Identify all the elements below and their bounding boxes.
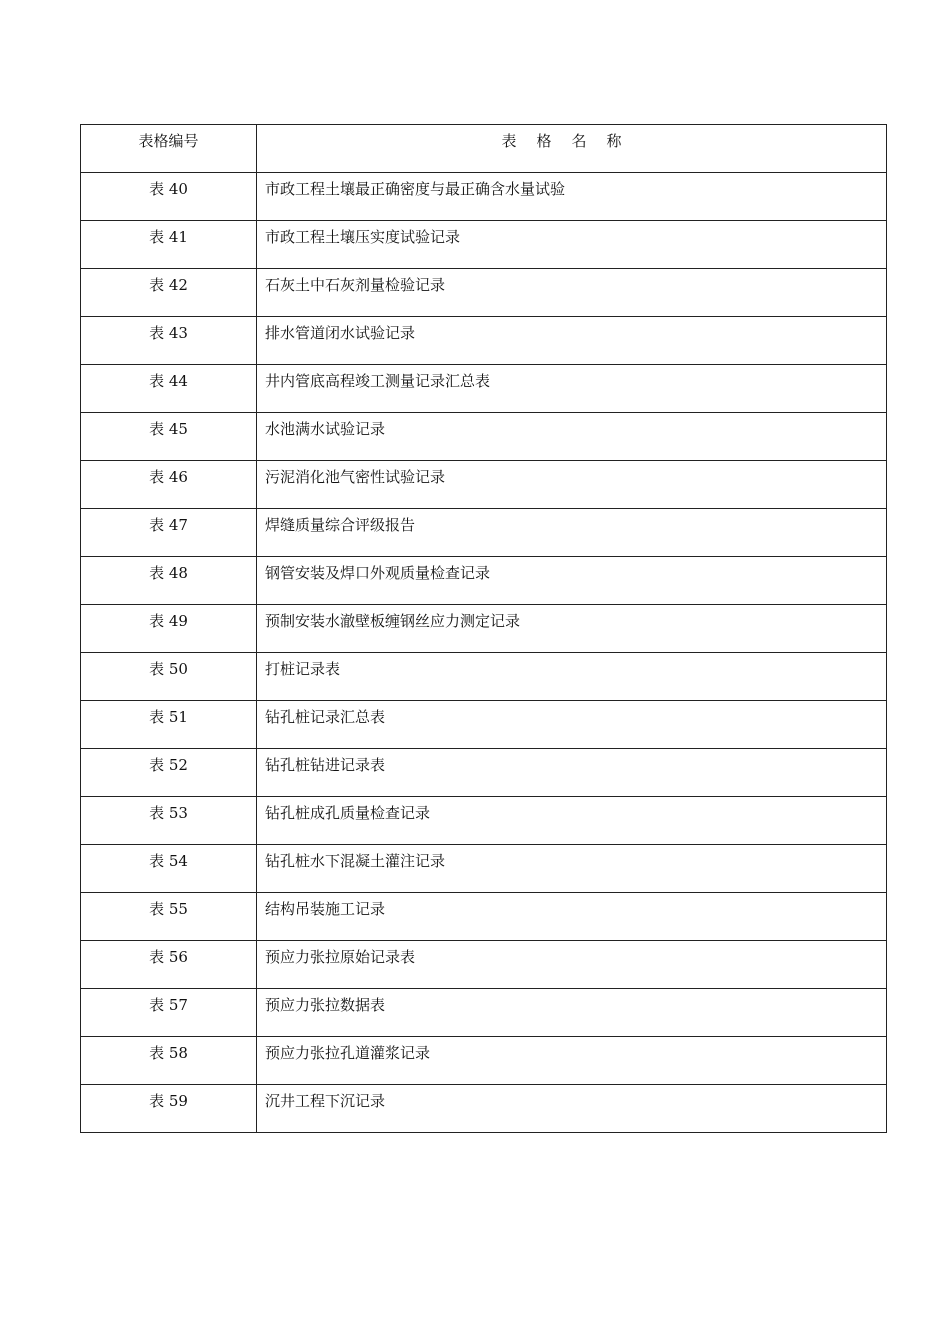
form-number-cell: 表 57 <box>81 989 257 1037</box>
form-number-cell: 表 46 <box>81 461 257 509</box>
table-row <box>81 221 887 269</box>
form-number-cell: 表 40 <box>81 173 257 221</box>
form-number-cell: 表 47 <box>81 509 257 557</box>
table-row <box>81 941 887 989</box>
form-name-cell: 市政工程土壤压实度试验记录 <box>257 221 887 269</box>
form-name-cell: 焊缝质量综合评级报告 <box>257 509 887 557</box>
table-row <box>81 269 887 317</box>
form-number-cell: 表 58 <box>81 1037 257 1085</box>
form-number-cell: 表 59 <box>81 1085 257 1133</box>
form-name-cell: 预应力张拉原始记录表 <box>257 941 887 989</box>
form-name-cell: 预制安装水澈壁板缠钢丝应力测定记录 <box>257 605 887 653</box>
table-row <box>81 797 887 845</box>
table-row <box>81 173 887 221</box>
form-name-cell: 钢管安装及焊口外观质量检查记录 <box>257 557 887 605</box>
form-name-cell: 钻孔桩记录汇总表 <box>257 701 887 749</box>
form-name-cell: 预应力张拉数据表 <box>257 989 887 1037</box>
header-number-cell: 表格编号 <box>81 125 257 173</box>
table-row <box>81 893 887 941</box>
form-number-cell: 表 45 <box>81 413 257 461</box>
table-row <box>81 989 887 1037</box>
form-name-cell: 排水管道闭水试验记录 <box>257 317 887 365</box>
form-number-cell: 表 43 <box>81 317 257 365</box>
form-number-cell: 表 51 <box>81 701 257 749</box>
header-name-cell: 表格名称 <box>257 125 887 173</box>
table-row <box>81 605 887 653</box>
form-name-cell: 井内管底高程竣工测量记录汇总表 <box>257 365 887 413</box>
table-header-row <box>81 125 887 173</box>
form-number-cell: 表 41 <box>81 221 257 269</box>
form-name-cell: 结构吊装施工记录 <box>257 893 887 941</box>
form-number-cell: 表 55 <box>81 893 257 941</box>
form-number-cell: 表 49 <box>81 605 257 653</box>
table-row <box>81 365 887 413</box>
form-name-cell: 钻孔桩钻进记录表 <box>257 749 887 797</box>
form-number-cell: 表 52 <box>81 749 257 797</box>
table-row <box>81 845 887 893</box>
form-name-cell: 钻孔桩成孔质量检查记录 <box>257 797 887 845</box>
form-name-cell: 钻孔桩水下混凝土灌注记录 <box>257 845 887 893</box>
form-name-cell: 预应力张拉孔道灌浆记录 <box>257 1037 887 1085</box>
form-name-cell: 沉井工程下沉记录 <box>257 1085 887 1133</box>
form-name-cell: 打桩记录表 <box>257 653 887 701</box>
form-name-cell: 水池满水试验记录 <box>257 413 887 461</box>
form-number-cell: 表 53 <box>81 797 257 845</box>
form-number-cell: 表 54 <box>81 845 257 893</box>
table-body <box>81 125 887 1133</box>
form-number-cell: 表 50 <box>81 653 257 701</box>
table-row <box>81 1037 887 1085</box>
table-row <box>81 413 887 461</box>
form-number-cell: 表 42 <box>81 269 257 317</box>
table-row <box>81 317 887 365</box>
form-name-cell: 污泥消化池气密性试验记录 <box>257 461 887 509</box>
form-name-cell: 市政工程土壤最正确密度与最正确含水量试验 <box>257 173 887 221</box>
form-number-cell: 表 56 <box>81 941 257 989</box>
table-row <box>81 701 887 749</box>
table-row <box>81 557 887 605</box>
table-row <box>81 1085 887 1133</box>
table-row <box>81 509 887 557</box>
form-number-cell: 表 44 <box>81 365 257 413</box>
table-row <box>81 653 887 701</box>
table-row <box>81 461 887 509</box>
table-row <box>81 749 887 797</box>
form-number-cell: 表 48 <box>81 557 257 605</box>
form-index-table <box>80 124 887 1133</box>
form-name-cell: 石灰土中石灰剂量检验记录 <box>257 269 887 317</box>
